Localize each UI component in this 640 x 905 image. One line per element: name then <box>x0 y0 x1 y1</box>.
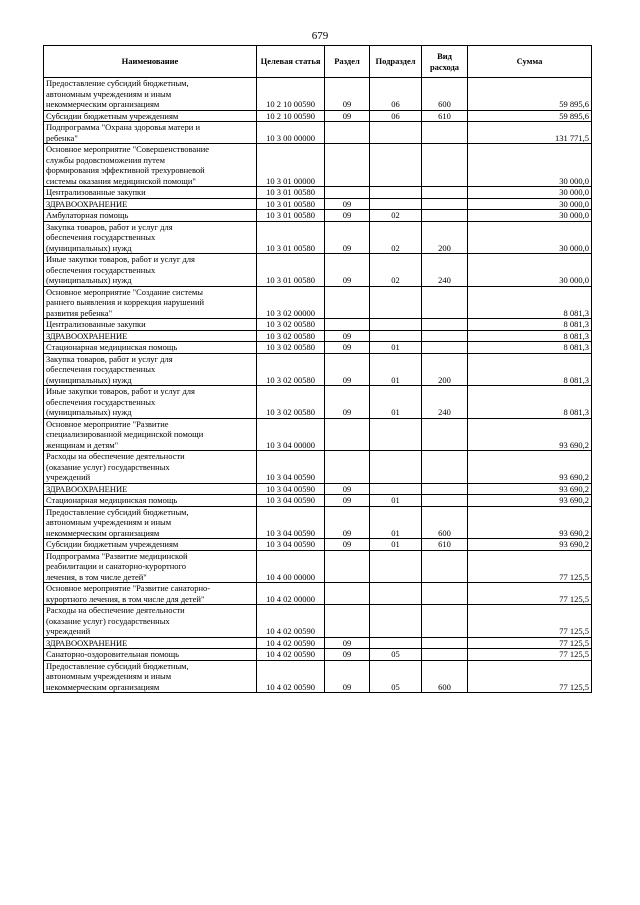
table-row <box>44 319 592 331</box>
sum-cell: 30 000,0 <box>468 254 592 287</box>
name-cell: Основное мероприятие "Развитие специализированной медицинской помощи женщинам и детям" <box>44 418 257 451</box>
table-header-row <box>44 46 592 78</box>
type-cell: 600 <box>422 660 468 693</box>
subsection-cell: 02 <box>370 254 422 287</box>
name-cell: Амбулаторная помощь <box>44 210 257 222</box>
code-cell: 10 4 02 00590 <box>257 605 325 638</box>
section-cell: 09 <box>325 198 370 210</box>
code-cell: 10 3 04 00590 <box>257 451 325 484</box>
subsection-cell <box>370 583 422 605</box>
type-cell: 240 <box>422 254 468 287</box>
sum-cell: 30 000,0 <box>468 144 592 187</box>
table-row <box>44 506 592 539</box>
type-cell <box>422 210 468 222</box>
section-cell: 09 <box>325 539 370 551</box>
section-cell: 09 <box>325 660 370 693</box>
name-cell: Централизованные закупки <box>44 187 257 199</box>
section-cell: 09 <box>325 506 370 539</box>
code-cell: 10 3 02 00580 <box>257 386 325 419</box>
subsection-cell <box>370 418 422 451</box>
section-cell <box>325 583 370 605</box>
code-cell: 10 3 01 00580 <box>257 210 325 222</box>
subsection-cell: 01 <box>370 539 422 551</box>
column-header-subsection: Подраздел <box>370 46 422 78</box>
section-cell: 09 <box>325 78 370 111</box>
type-cell <box>422 605 468 638</box>
type-cell <box>422 122 468 144</box>
code-cell: 10 3 01 00580 <box>257 198 325 210</box>
table-row <box>44 110 592 122</box>
section-cell: 09 <box>325 637 370 649</box>
sum-cell: 8 081,3 <box>468 342 592 354</box>
budget-table <box>43 45 592 693</box>
name-cell: Расходы на обеспечение деятельности (оказание услуг) государственных учреждений <box>44 605 257 638</box>
table-row <box>44 198 592 210</box>
sum-cell: 131 771,5 <box>468 122 592 144</box>
table-row <box>44 353 592 386</box>
type-cell <box>422 550 468 583</box>
table-row <box>44 660 592 693</box>
table-row <box>44 386 592 419</box>
name-cell: Субсидии бюджетным учреждениям <box>44 110 257 122</box>
code-cell: 10 3 04 00590 <box>257 495 325 507</box>
sum-cell: 59 895,6 <box>468 110 592 122</box>
table-row <box>44 539 592 551</box>
subsection-cell: 01 <box>370 506 422 539</box>
table-row <box>44 330 592 342</box>
subsection-cell <box>370 319 422 331</box>
name-cell: Иные закупки товаров, работ и услуг для обеспечения государственных (муниципальных) нужд <box>44 386 257 419</box>
type-cell <box>422 144 468 187</box>
type-cell: 200 <box>422 221 468 254</box>
sum-cell: 77 125,5 <box>468 605 592 638</box>
name-cell: Стационарная медицинская помощь <box>44 495 257 507</box>
section-cell <box>325 187 370 199</box>
sum-cell: 77 125,5 <box>468 649 592 661</box>
name-cell: Расходы на обеспечение деятельности (оказание услуг) государственных учреждений <box>44 451 257 484</box>
table-row <box>44 187 592 199</box>
subsection-cell: 01 <box>370 353 422 386</box>
section-cell <box>325 319 370 331</box>
type-cell <box>422 198 468 210</box>
code-cell: 10 3 04 00590 <box>257 539 325 551</box>
section-cell <box>325 451 370 484</box>
section-cell <box>325 144 370 187</box>
code-cell: 10 3 02 00580 <box>257 330 325 342</box>
subsection-cell <box>370 330 422 342</box>
table-row <box>44 495 592 507</box>
sum-cell: 93 690,2 <box>468 506 592 539</box>
name-cell: Субсидии бюджетным учреждениям <box>44 539 257 551</box>
name-cell: ЗДРАВООХРАНЕНИЕ <box>44 330 257 342</box>
type-cell: 200 <box>422 353 468 386</box>
subsection-cell: 05 <box>370 660 422 693</box>
sum-cell: 77 125,5 <box>468 583 592 605</box>
code-cell: 10 3 02 00580 <box>257 353 325 386</box>
sum-cell: 59 895,6 <box>468 78 592 111</box>
sum-cell: 30 000,0 <box>468 221 592 254</box>
subsection-cell <box>370 187 422 199</box>
sum-cell: 30 000,0 <box>468 210 592 222</box>
code-cell: 10 3 00 00000 <box>257 122 325 144</box>
type-cell <box>422 483 468 495</box>
column-header-code: Целевая статья <box>257 46 325 78</box>
table-row <box>44 637 592 649</box>
sum-cell: 93 690,2 <box>468 495 592 507</box>
code-cell: 10 3 04 00590 <box>257 506 325 539</box>
sum-cell: 30 000,0 <box>468 198 592 210</box>
type-cell <box>422 583 468 605</box>
section-cell: 09 <box>325 353 370 386</box>
sum-cell: 30 000,0 <box>468 187 592 199</box>
section-cell: 09 <box>325 210 370 222</box>
type-cell: 610 <box>422 539 468 551</box>
table-row <box>44 605 592 638</box>
section-cell <box>325 605 370 638</box>
type-cell <box>422 286 468 319</box>
name-cell: Санаторно-оздоровительная помощь <box>44 649 257 661</box>
table-row <box>44 122 592 144</box>
subsection-cell: 02 <box>370 221 422 254</box>
code-cell: 10 3 01 00580 <box>257 221 325 254</box>
sum-cell: 8 081,3 <box>468 330 592 342</box>
name-cell: Предоставление субсидий бюджетным, автономным учреждениям и иным некоммерческим организациям <box>44 660 257 693</box>
table-row <box>44 221 592 254</box>
table-row <box>44 286 592 319</box>
code-cell: 10 4 02 00590 <box>257 660 325 693</box>
type-cell <box>422 187 468 199</box>
section-cell: 09 <box>325 110 370 122</box>
name-cell: Основное мероприятие "Совершенствование службы родовспоможения путем формирования эффективной трехуровневой системы оказания медицинской помощи" <box>44 144 257 187</box>
type-cell <box>422 451 468 484</box>
sum-cell: 8 081,3 <box>468 286 592 319</box>
code-cell: 10 3 01 00000 <box>257 144 325 187</box>
code-cell: 10 2 10 00590 <box>257 78 325 111</box>
column-header-name: Наименование <box>44 46 257 78</box>
code-cell: 10 3 02 00580 <box>257 319 325 331</box>
name-cell: Централизованные закупки <box>44 319 257 331</box>
subsection-cell <box>370 198 422 210</box>
subsection-cell <box>370 550 422 583</box>
name-cell: Предоставление субсидий бюджетным, автономным учреждениям и иным некоммерческим организациям <box>44 78 257 111</box>
table-row <box>44 418 592 451</box>
subsection-cell: 01 <box>370 386 422 419</box>
code-cell: 10 2 10 00590 <box>257 110 325 122</box>
section-cell: 09 <box>325 649 370 661</box>
section-cell: 09 <box>325 386 370 419</box>
type-cell <box>422 330 468 342</box>
subsection-cell: 01 <box>370 342 422 354</box>
code-cell: 10 4 02 00590 <box>257 649 325 661</box>
type-cell: 600 <box>422 78 468 111</box>
page-number: 679 <box>311 30 329 42</box>
sum-cell: 93 690,2 <box>468 451 592 484</box>
sum-cell: 93 690,2 <box>468 418 592 451</box>
table-row <box>44 451 592 484</box>
section-cell <box>325 286 370 319</box>
table-row <box>44 342 592 354</box>
code-cell: 10 4 02 00590 <box>257 637 325 649</box>
table-row <box>44 144 592 187</box>
subsection-cell <box>370 122 422 144</box>
type-cell: 610 <box>422 110 468 122</box>
section-cell <box>325 418 370 451</box>
code-cell: 10 3 02 00580 <box>257 342 325 354</box>
section-cell: 09 <box>325 483 370 495</box>
type-cell <box>422 418 468 451</box>
name-cell: Стационарная медицинская помощь <box>44 342 257 354</box>
code-cell: 10 3 01 00580 <box>257 254 325 287</box>
type-cell <box>422 319 468 331</box>
table-row <box>44 78 592 111</box>
column-header-sum: Сумма <box>468 46 592 78</box>
section-cell: 09 <box>325 495 370 507</box>
type-cell: 600 <box>422 506 468 539</box>
name-cell: Закупка товаров, работ и услуг для обеспечения государственных (муниципальных) нужд <box>44 221 257 254</box>
section-cell: 09 <box>325 254 370 287</box>
code-cell: 10 3 01 00580 <box>257 187 325 199</box>
name-cell: Подпрограмма "Охрана здоровья матери и ребенка" <box>44 122 257 144</box>
code-cell: 10 3 04 00000 <box>257 418 325 451</box>
subsection-cell <box>370 637 422 649</box>
subsection-cell <box>370 483 422 495</box>
name-cell: ЗДРАВООХРАНЕНИЕ <box>44 198 257 210</box>
code-cell: 10 4 00 00000 <box>257 550 325 583</box>
name-cell: Основное мероприятие "Создание системы раннего выявления и коррекция нарушений развития ребенка" <box>44 286 257 319</box>
name-cell: Подпрограмма "Развитие медицинской реабилитации и санаторно-курортного лечения, в том числе детей" <box>44 550 257 583</box>
type-cell <box>422 342 468 354</box>
code-cell: 10 4 02 00000 <box>257 583 325 605</box>
table-row <box>44 649 592 661</box>
table-row <box>44 583 592 605</box>
subsection-cell: 02 <box>370 210 422 222</box>
type-cell <box>422 649 468 661</box>
section-cell: 09 <box>325 342 370 354</box>
sum-cell: 77 125,5 <box>468 660 592 693</box>
subsection-cell: 06 <box>370 78 422 111</box>
sum-cell: 8 081,3 <box>468 353 592 386</box>
sum-cell: 93 690,2 <box>468 539 592 551</box>
subsection-cell: 01 <box>370 495 422 507</box>
subsection-cell <box>370 144 422 187</box>
subsection-cell: 05 <box>370 649 422 661</box>
name-cell: Закупка товаров, работ и услуг для обеспечения государственных (муниципальных) нужд <box>44 353 257 386</box>
sum-cell: 77 125,5 <box>468 637 592 649</box>
type-cell: 240 <box>422 386 468 419</box>
table-row <box>44 483 592 495</box>
type-cell <box>422 495 468 507</box>
subsection-cell <box>370 451 422 484</box>
table-row <box>44 210 592 222</box>
table-row <box>44 254 592 287</box>
name-cell: Иные закупки товаров, работ и услуг для обеспечения государственных (муниципальных) нужд <box>44 254 257 287</box>
section-cell <box>325 550 370 583</box>
section-cell: 09 <box>325 330 370 342</box>
name-cell: ЗДРАВООХРАНЕНИЕ <box>44 483 257 495</box>
sum-cell: 8 081,3 <box>468 386 592 419</box>
sum-cell: 93 690,2 <box>468 483 592 495</box>
column-header-section: Раздел <box>325 46 370 78</box>
table-row <box>44 550 592 583</box>
column-header-type: Вид расхода <box>422 46 468 78</box>
name-cell: ЗДРАВООХРАНЕНИЕ <box>44 637 257 649</box>
code-cell: 10 3 02 00000 <box>257 286 325 319</box>
subsection-cell: 06 <box>370 110 422 122</box>
type-cell <box>422 637 468 649</box>
name-cell: Основное мероприятие "Развитие санаторно- курортного лечения, в том числе для детей" <box>44 583 257 605</box>
subsection-cell <box>370 605 422 638</box>
section-cell <box>325 122 370 144</box>
sum-cell: 77 125,5 <box>468 550 592 583</box>
sum-cell: 8 081,3 <box>468 319 592 331</box>
code-cell: 10 3 04 00590 <box>257 483 325 495</box>
name-cell: Предоставление субсидий бюджетным, автономным учреждениям и иным некоммерческим организациям <box>44 506 257 539</box>
section-cell: 09 <box>325 221 370 254</box>
subsection-cell <box>370 286 422 319</box>
